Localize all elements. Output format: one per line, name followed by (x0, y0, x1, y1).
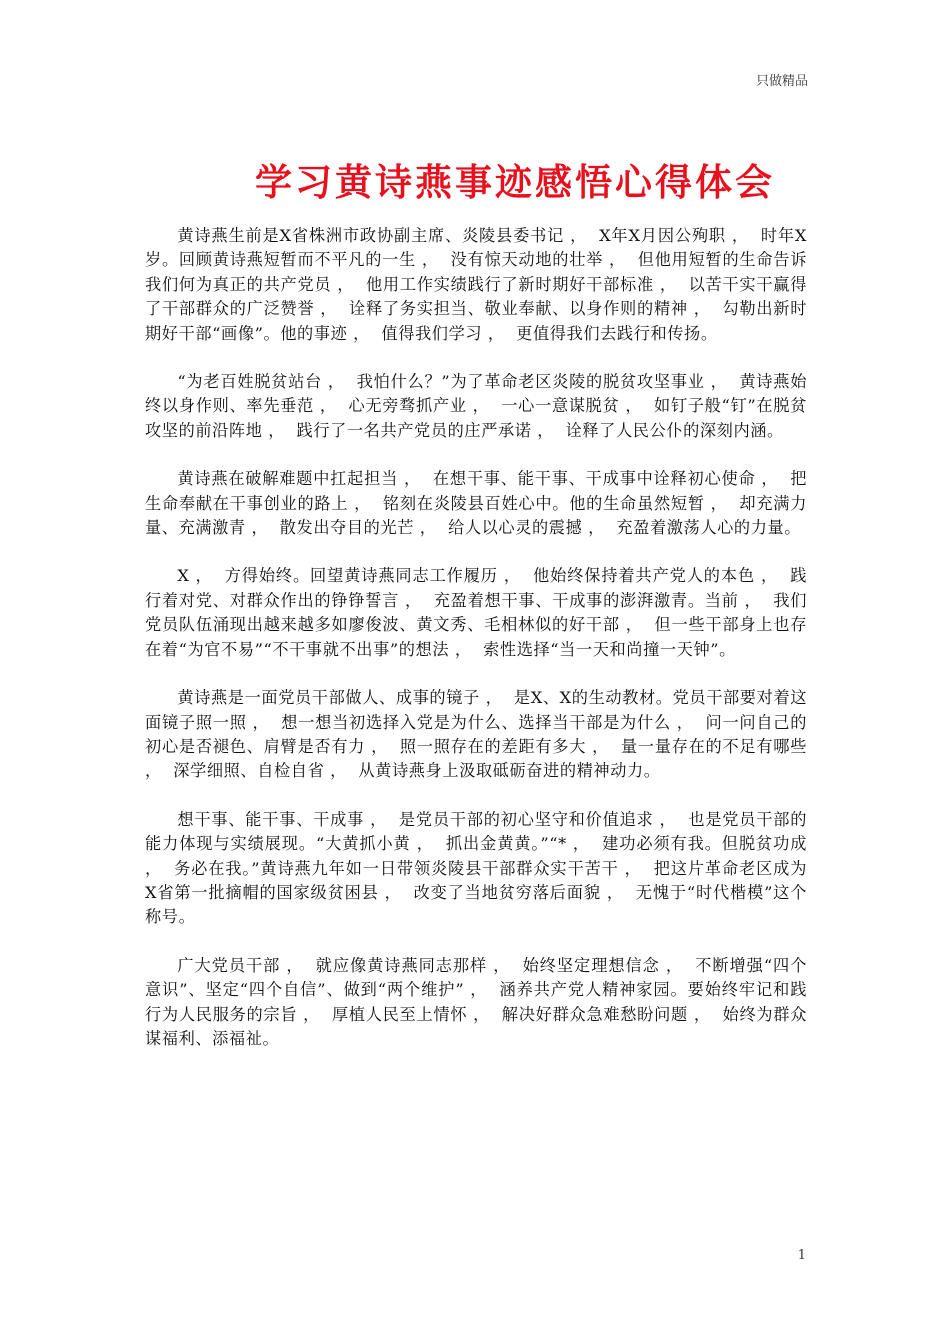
paragraph-5: 黄诗燕是一面党员干部做人、成事的镜子 ， 是X、X的生动教材。党员干部要对着这面镜子照一照 ， 想一想当初选择入党是为什么、选择当干部是为什么 ， 问一问自己的初心是否褪色、肩臂是否有力 ， 照一照存在的差距有多大 ， 量一量存在的不足有哪些 ， 深学细照、自检自省 ， 从黄诗燕身上汲取砥砺奋进的精神动力。 (145, 688, 813, 781)
paragraph-6: 想干事、能干事、干成事 ， 是党员干部的初心坚守和价值追求 ， 也是党员干部的能力体现与实绩展现。“大黄抓小黄 ， 抓出金黄黄。”“* ， 建功必须有我。但脱贫功成 ， 务必在我。”黄诗燕九年如一日带领炎陵县干部群众实干苦干 ， 把这片革命老区成为X省第一批摘帽的国家级贫困县 ， 改变了当地贫穷落后面貌 ， 无愧于“时代楷模”这个称号。 (145, 809, 813, 927)
header-note: 只做精品 (755, 74, 808, 89)
paragraph-2: “为老百姓脱贫站台 ， 我怕什么？”为了革命老区炎陵的脱贫攻坚事业 ， 黄诗燕始终以身作则、率先垂范 ， 心无旁骛抓产业 ， 一心一意谋脱贫 ， 如钉子般“钉”在脱贫攻坚的前沿阵地 ， 践行了一名共产党员的庄严承诺 ， 诠释了人民公仆的深刻内涵。 (145, 372, 807, 440)
page-number: 1 (797, 1248, 806, 1263)
paragraph-1: 黄诗燕生前是X省株洲市政协副主席、炎陵县委书记 ， X年X月因公殉职 ， 时年X岁。回顾黄诗燕短暂而不平凡的一生 ， 没有惊天动地的壮举 ， 但他用短暂的生命告诉我们何为真正的共产党员 ， 他用工作实绩践行了新时期好干部标准 ， 以苦干实干赢得了干部群众的广泛赞誉 ， 诠释了务实担当、敬业奉献、以身作则的精神 ， 勾勒出新时期好干部“画像”。他的事迹 ， 值得我们学习 ， 更值得我们去践行和传扬。 (145, 226, 807, 343)
page-title: 学习黄诗燕事迹感悟心得体会 (255, 160, 775, 204)
paragraph-7: 广大党员干部 ， 就应像黄诗燕同志那样 ， 始终坚定理想信念 ， 不断增强“四个意识”、坚定“四个自信”、做到“两个维护” ， 涵养共产党人精神家园。要始终牢记和践行为人民服务的宗旨 ， 厚植人民至上情怀 ， 解决好群众急难愁盼问题 ， 始终为群众谋福利、添福祉。 (145, 955, 807, 1048)
paragraph-3: 黄诗燕在破解难题中扛起担当 ， 在想干事、能干事、干成事中诠释初心使命 ， 把生命奉献在干事创业的路上 ， 铭刻在炎陵县百姓心中。他的生命虽然短暂 ， 却充满力量、充满激青 ， 散发出夺目的光芒 ， 给人以心灵的震撼 ， 充盈着激荡人心的力量。 (145, 469, 807, 538)
document-body (145, 224, 813, 1075)
paragraph-4: X ， 方得始终。回望黄诗燕同志工作履历 ， 他始终保持着共产党人的本色 ， 践行着对党、对群众作出的铮铮誓言 ， 充盈着想干事、干成事的澎湃激青。当前 ， 我们党员队伍涌现出越来越多如廖俊波、黄文秀、毛相林似的好干部 ， 但一些干部身上也存在着“为官不易”“不干事就不出事”的想法 ， 索性选择“当一天和尚撞一天钟”。 (145, 566, 807, 659)
